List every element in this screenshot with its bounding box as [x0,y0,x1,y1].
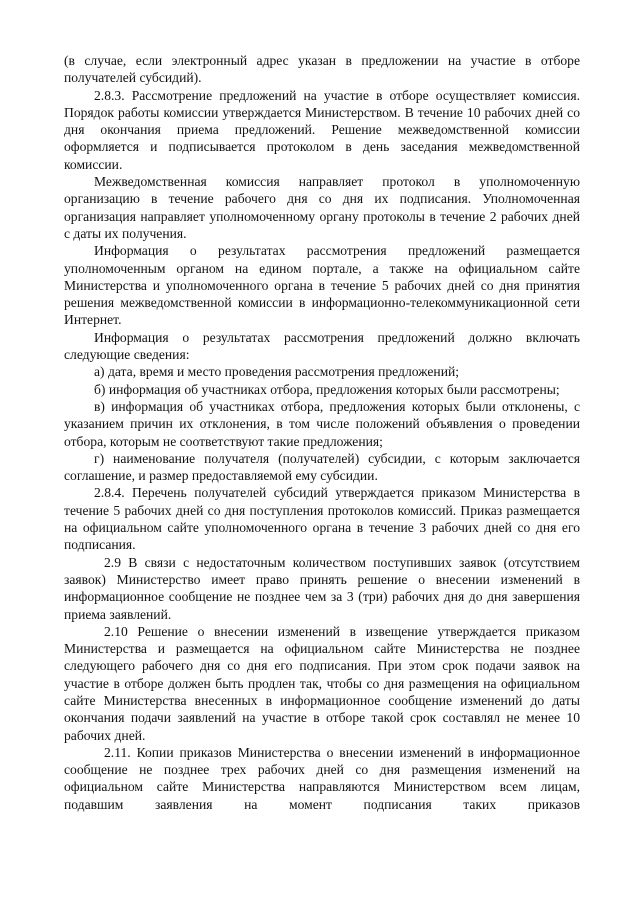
paragraph-results-content: Информация о результатах рассмотрения предложений должно включать следующие сведения: [64,329,580,363]
list-item-v: в) информация об участниках отбора, предложения которых были отклонены, с указанием причин их отклонения, в том числе положений объявления о проведении отбора, которым не соответствуют такие предложения; [64,398,580,449]
paragraph-2-10: 2.10 Решение о внесении изменений в извещение утверждается приказом Министерства и размещается на официальном сайте Министерства не позднее следующего рабочего дня со дня его подписания. При этом срок подачи заявок на участие в отборе должен быть продлен так, чтобы со дня размещения на официальном сайте Министерства внесенных в информационное сообщение изменений до даты окончания подачи заявлений на участие в отборе такой срок составлял не менее 10 рабочих дней. [64,623,580,743]
paragraph-results-publication: Информация о результатах рассмотрения предложений размещается уполномоченным органом на едином портале, а также на официальном сайте Министерства и уполномоченного органа в течение 5 рабочих дней со дня принятия решения межведомственной комиссии в информационно-телекоммуникационной сети Интернет. [64,243,580,328]
list-item-g: г) наименование получателя (получателей) субсидии, с которым заключается соглашение, и размер предоставляемой ему субсидии. [64,450,580,484]
paragraph-commission-protocol: Межведомственная комиссия направляет протокол в уполномоченную организацию в течение рабочего дня со дня их подписания. Уполномоченная организация направляет уполномоченному органу протоколы в течение 2 рабочих дней с даты их получения. [64,174,580,241]
paragraph-2-8-4: 2.8.4. Перечень получателей субсидий утверждается приказом Министерства в течение 5 рабочих дней со дня поступления протоколов комиссий. Приказ размещается на официальном сайте уполномоченного органа в течение 3 рабочих дней со дня его подписания. [64,485,580,553]
paragraph-2-9: 2.9 В связи с недостаточным количеством поступивших заявок (отсутствием заявок) Министерство имеет право принять решение о внесении изменений в информационное сообщение не позднее чем за 3 (три) рабочих дня до дня завершения приема заявлений. [64,554,580,622]
document-page [64,52,580,813]
paragraph-2-8-3: 2.8.3. Рассмотрение предложений на участие в отборе осуществляет комиссия. Порядок работы комиссии утверждается Министерством. В течение 10 рабочих дней со дня окончания приема предложений. Решение межведомственной комиссии оформляется и подписывается протоколом в день заседания межведомственной комиссии. [64,87,580,172]
list-item-b: б) информация об участниках отбора, предложения которых были рассмотрены; [94,381,560,397]
paragraph-2-11: 2.11. Копии приказов Министерства о внесении изменений в информационное сообщение не позднее трех рабочих дней со дня размещения изменений на официальном сайте Министерства направляются Министерством всем лицам, подавшим заявления на момент подписания таких приказов [64,744,580,812]
paragraph-continuation: (в случае, если электронный адрес указан в предложении на участие в отборе получателей субсидий). [64,53,580,86]
list-item-a: а) дата, время и место проведения рассмотрения предложений; [94,364,460,380]
